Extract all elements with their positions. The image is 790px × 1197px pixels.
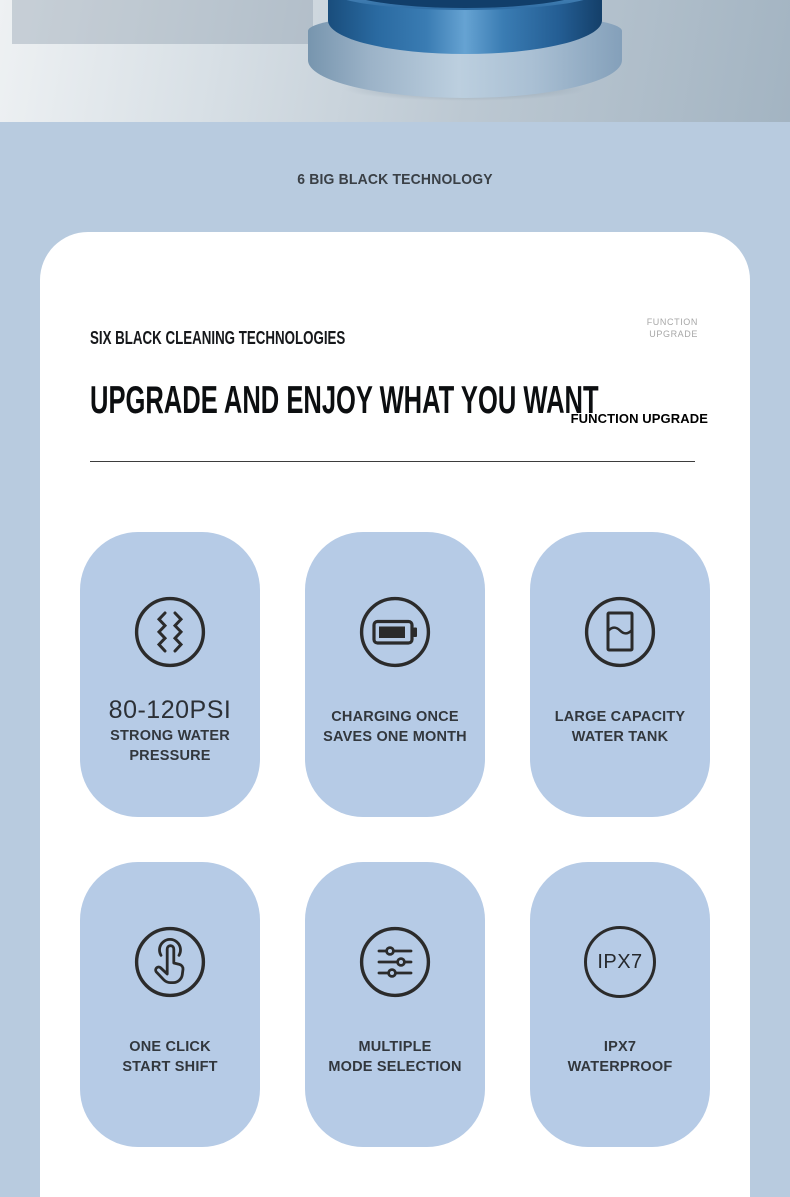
features-grid xyxy=(80,532,710,1147)
feature-tile-mode-selection xyxy=(305,862,485,1147)
feature-title: LARGE CAPACITY WATER TANK xyxy=(554,709,686,745)
content-card xyxy=(40,232,750,1197)
tap-finger-icon xyxy=(134,926,206,998)
main-title: UPGRADE AND ENJOY WHAT YOU WANT xyxy=(90,379,599,422)
divider-line xyxy=(90,461,695,462)
psi-range-value: 80-120PSI xyxy=(108,696,232,724)
corner-note-line2: UPGRADE xyxy=(649,329,698,339)
corner-note-line1: FUNCTION xyxy=(646,317,698,327)
corner-note xyxy=(647,316,698,340)
feature-title: MULTIPLE MODE SELECTION xyxy=(328,1039,462,1075)
feature-tile-waterproof xyxy=(530,862,710,1147)
ipx7-badge-icon xyxy=(584,926,656,998)
section-heading: 6 BIG BLACK TECHNOLOGY xyxy=(297,171,493,188)
mode-sliders-icon xyxy=(359,926,431,998)
battery-icon xyxy=(359,596,431,668)
card-header xyxy=(40,232,750,532)
ipx7-badge-text: IPX7 xyxy=(584,926,656,998)
card-subtitle: SIX BLACK CLEANING TECHNOLOGIES xyxy=(90,327,346,348)
product-photo xyxy=(0,0,790,122)
feature-tile-one-click xyxy=(80,862,260,1147)
photo-wall-panel xyxy=(12,0,313,44)
feature-tile-battery-life xyxy=(305,532,485,817)
feature-tile-water-pressure xyxy=(80,532,260,817)
feature-title: ONE CLICK START SHIFT xyxy=(122,1039,218,1075)
water-tank-icon xyxy=(584,596,656,668)
feature-title: STRONG WATER PRESSURE xyxy=(110,728,230,764)
feature-title: CHARGING ONCE SAVES ONE MONTH xyxy=(323,709,467,745)
function-upgrade-label: FUNCTION UPGRADE xyxy=(570,411,708,426)
product-pedestal xyxy=(308,0,622,122)
feature-title: IPX7 WATERPROOF xyxy=(567,1039,673,1075)
water-pressure-waves-icon xyxy=(134,596,206,668)
feature-tile-water-tank xyxy=(530,532,710,817)
